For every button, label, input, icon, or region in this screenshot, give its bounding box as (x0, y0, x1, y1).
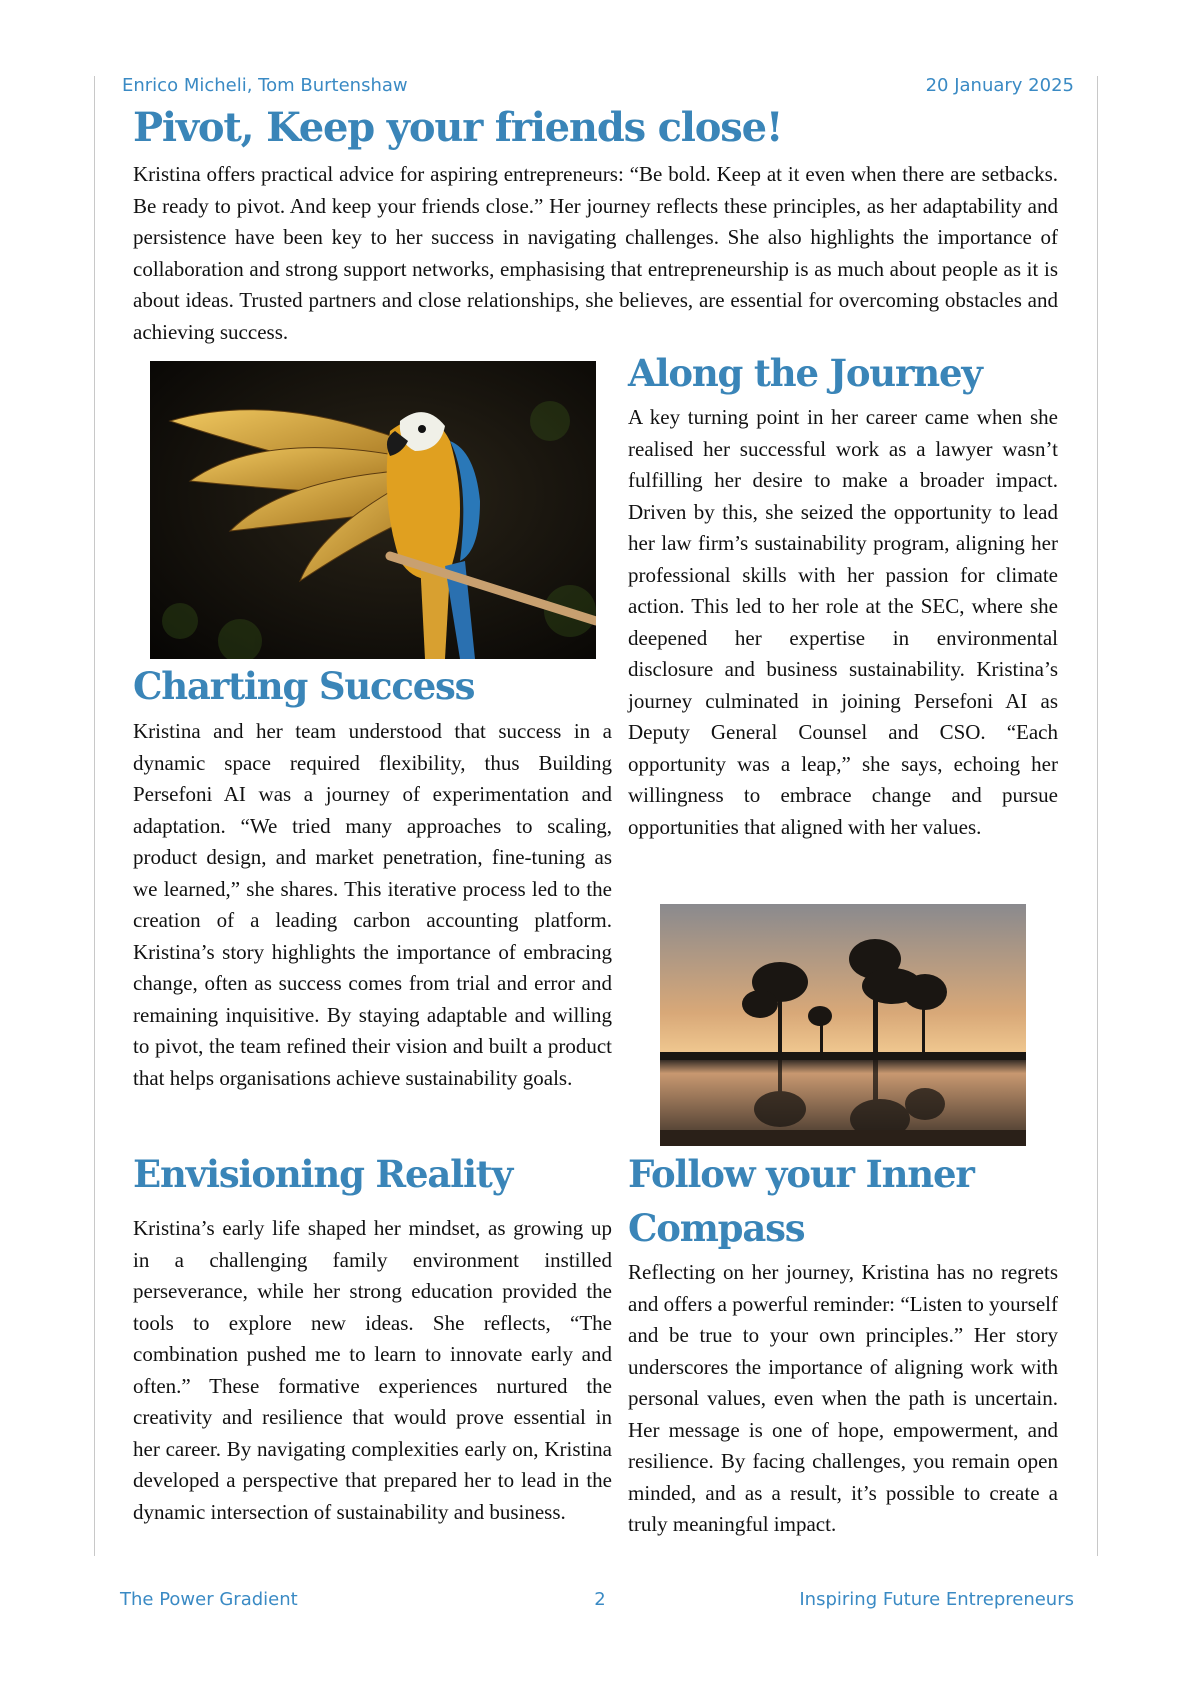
heading-along-the-journey: Along the Journey (628, 351, 982, 395)
sunset-trees-photo (660, 904, 1026, 1146)
left-margin-rule (94, 76, 95, 1556)
footer-publication: The Power Gradient (120, 1589, 298, 1610)
body-along-the-journey: A key turning point in her career came when she realised her successful work as a lawyer wasn’t fulfilling her desire to make a broader impact. Driven by this, she seized the opportunity to lead her law firm’s sustainability program, aligning her professional skills with her passion for climate action. This led to her role at the SEC, where she deepened her expertise in environmental disclosure and business sustainability. Kristina’s journey culminated in joining Persefoni AI as Deputy General Counsel and CSO. “Each opportunity was a leap,” she says, echoing her willingness to embrace change and pursue opportunities that aligned with her values. (628, 405, 1058, 839)
footer-page-number: 2 (594, 1589, 606, 1610)
body-follow-your-inner-compass: Reflecting on her journey, Kristina has no regrets and offers a powerful reminder: “Listen to yourself and be true to your own principles.” Her story underscores the importance of aligning work with personal values, even when the path is uncertain. Her message is one of hope, empowerment, and resilience. By facing challenges, you remain open minded, and as a result, it’s possible to create a truly meaningful impact. (628, 1260, 1058, 1536)
footer-tagline: Inspiring Future Entrepreneurs (799, 1589, 1074, 1610)
header-authors: Enrico Micheli, Tom Burtenshaw (122, 75, 408, 96)
body-pivot: Kristina offers practical advice for aspiring entrepreneurs: “Be bold. Keep at it even when there are setbacks. Be ready to pivot. And keep your friends close.” Her journey reflects these principles, as her adaptability and persistence have been key to her success in navigating challenges. She also highlights the importance of collaboration and strong support networks, emphasising that entrepreneurship is as much about people as it is about ideas. Trusted partners and close relationships, she believes, are essential for overcoming obstacles and achieving success. (133, 162, 1058, 344)
body-charting-success: Kristina and her team understood that success in a dynamic space required flexibility, thus Building Persefoni AI was a journey of experimentation and adaptation. “We tried many approaches to scaling, product design, and market penetration, fine-tuning as we learned,” she shares. This iterative process led to the creation of a leading carbon accounting platform. Kristina’s story highlights the importance of embracing change, often as success comes from trial and error and remaining inquisitive. By staying adaptable and willing to pivot, the team refined their vision and built a product that helps organisations achieve sustainability goals. (133, 719, 612, 1090)
header-date: 20 January 2025 (925, 75, 1074, 96)
heading-charting-success: Charting Success (133, 664, 475, 708)
heading-follow-your-inner-compass: Follow your Inner Compass (628, 1152, 974, 1250)
body-envisioning-reality: Kristina’s early life shaped her mindset, as growing up in a challenging family environment instilled perseverance, while her strong education provided the tools to explore new ideas. She reflects, “The combination pushed me to learn to innovate early and often.” These formative experiences nurtured the creativity and resilience that would prove essential in her career. By navigating complexities early on, Kristina developed a perspective that prepared her to lead in the dynamic intersection of sustainability and business. (133, 1216, 612, 1524)
right-margin-rule (1097, 76, 1098, 1556)
heading-pivot: Pivot, Keep your friends close! (133, 104, 783, 151)
heading-envisioning-reality: Envisioning Reality (133, 1152, 512, 1196)
macaw-photo (150, 361, 596, 659)
